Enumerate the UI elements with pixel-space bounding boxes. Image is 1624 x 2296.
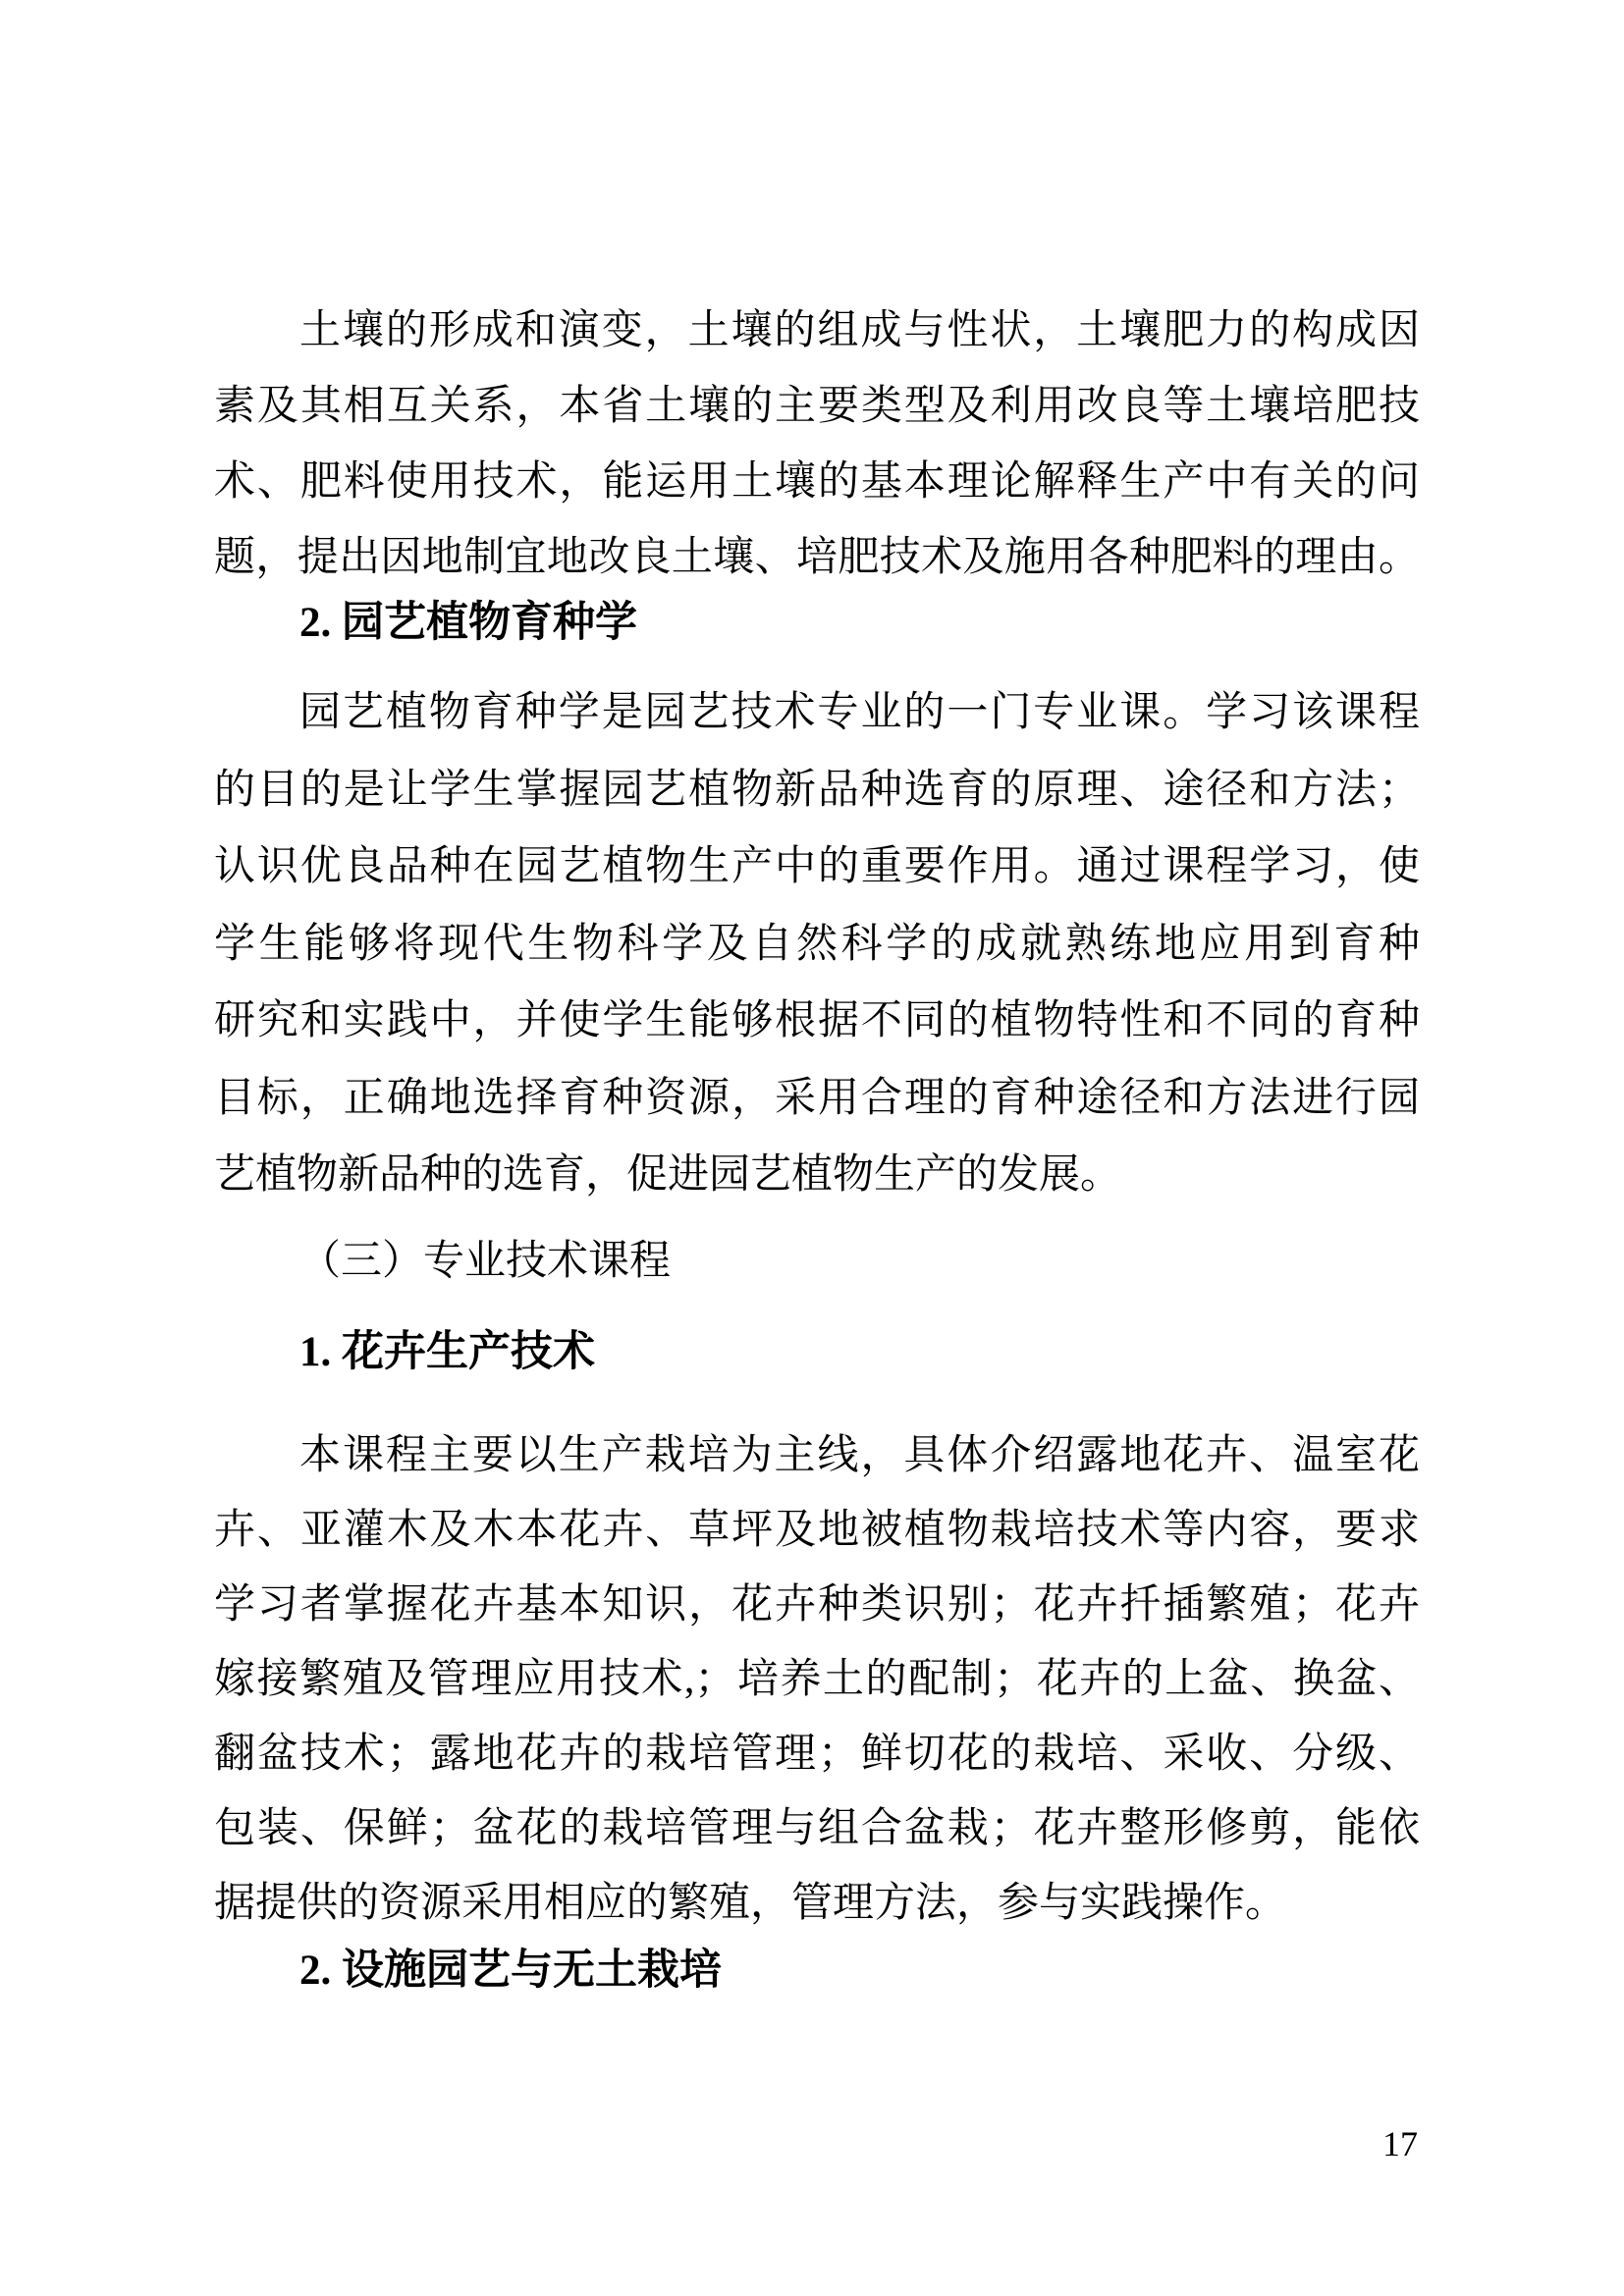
page-number: 17 [1382, 2124, 1418, 2163]
heading-facility-horticulture-soilless-culture: 2. 设施园艺与无土栽培 [299, 1948, 722, 1994]
body-line: 据提供的资源采用相应的繁殖，管理方法，参与实践操作。 [214, 1881, 1287, 1926]
body-line: 学习者掌握花卉基本知识，花卉种类识别；花卉扦插繁殖；花卉 [214, 1582, 1420, 1628]
paragraph-plant-breeding [214, 674, 1420, 1214]
body-line: 认识优良品种在园艺植物生产中的重要作用。通过课程学习，使 [214, 844, 1420, 889]
body-line: 素及其相互关系，本省土壤的主要类型及利用改良等土壤培肥技 [214, 384, 1420, 429]
body-line: 包装、保鲜；盆花的栽培管理与组合盆栽；花卉整形修剪，能依 [214, 1806, 1420, 1851]
body-line: 本课程主要以生产栽培为主线，具体介绍露地花卉、温室花 [299, 1433, 1420, 1478]
paragraph-soil-science [214, 294, 1420, 596]
body-line: 术、肥料使用技术，能运用土壤的基本理论解释生产中有关的问 [214, 459, 1420, 505]
body-line: 翻盆技术；露地花卉的栽培管理；鲜切花的栽培、采收、分级、 [214, 1732, 1420, 1777]
paragraph-flower-production [214, 1418, 1420, 1941]
body-line: 土壤的形成和演变，土壤的组成与性状，土壤肥力的构成因 [299, 308, 1420, 353]
section-heading-professional-technical-courses: （三）专业技术课程 [299, 1239, 672, 1284]
heading-flower-production-technology: 1. 花卉生产技术 [299, 1329, 595, 1375]
body-line: 题，提出因地制宜地改良土壤、培肥技术及施用各种肥料的理由。 [214, 535, 1420, 580]
body-line: 艺植物新品种的选育，促进园艺植物生产的发展。 [214, 1152, 1122, 1198]
body-line: 研究和实践中，并使学生能够根据不同的植物特性和不同的育种 [214, 998, 1420, 1043]
body-line: 园艺植物育种学是园艺技术专业的一门专业课。学习该课程 [299, 690, 1420, 735]
body-line: 学生能够将现代生物科学及自然科学的成就熟练地应用到育种 [214, 921, 1420, 967]
body-line: 目标，正确地选择育种资源，采用合理的育种途径和方法进行园 [214, 1075, 1420, 1121]
body-line: 嫁接繁殖及管理应用技术,；培养土的配制；花卉的上盆、换盆、 [214, 1657, 1420, 1702]
heading-horticultural-plant-breeding: 2. 园艺植物育种学 [299, 600, 637, 646]
body-line: 卉、亚灌木及木本花卉、草坪及地被植物栽培技术等内容，要求 [214, 1508, 1420, 1553]
body-line: 的目的是让学生掌握园艺植物新品种选育的原理、途径和方法； [214, 767, 1420, 813]
